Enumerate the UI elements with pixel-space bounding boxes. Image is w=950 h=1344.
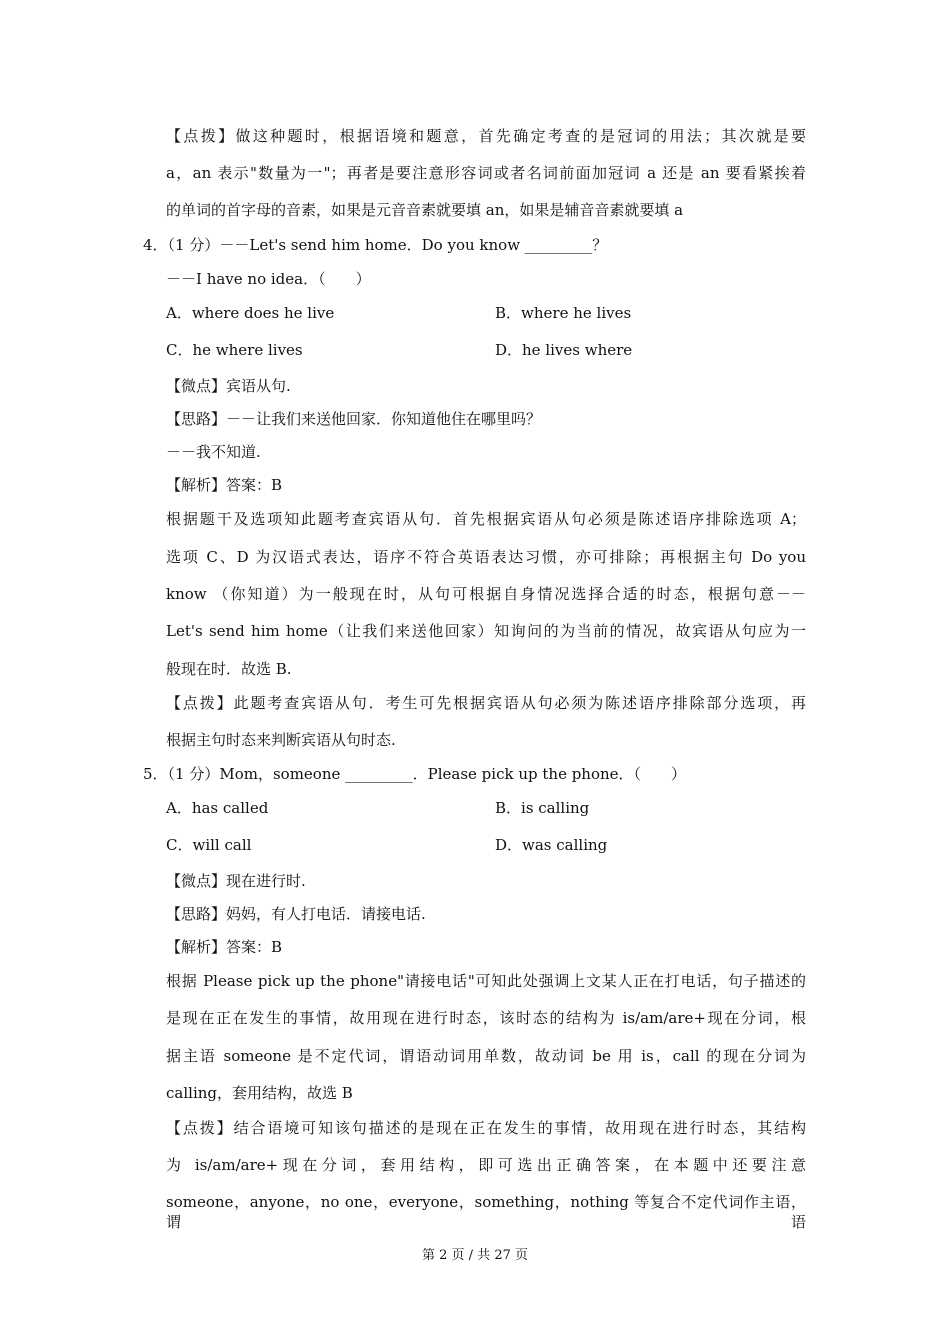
question-5-dianbo-2: 为 is/am/are+现在分词，套用结构，即可选出正确答案，在本题中还要注意 (166, 1156, 806, 1174)
dianbo-line-3: 的单词的首字母的音素，如果是元音音素就要填 an，如果是辅音音素就要填 a (166, 201, 684, 219)
question-5-option-d: D．was calling (495, 836, 608, 854)
page-number-footer: 第 2 页 / 共 27 页 (422, 1248, 528, 1263)
question-5-jiexi: 【解析】答案：B (166, 938, 283, 956)
question-4-option-a: A．where does he live (166, 304, 335, 322)
question-5-explanation-2: 是现在正在发生的事情，故用现在进行时态，该时态的结构为 is/am/are+现在分词，根 (166, 1009, 806, 1027)
question-5-explanation-3: 据主语 someone 是不定代词，谓语动词用单数，故动词 be 用 is，call 的现在分词为 (166, 1047, 806, 1065)
question-5-option-a: A．has called (166, 799, 269, 817)
question-4-silu-2: －－我不知道. (166, 443, 261, 461)
question-5-option-c: C．will call (166, 836, 252, 854)
question-4-weidian: 【微点】宾语从句. (166, 377, 291, 395)
question-5-weidian: 【微点】现在进行时. (166, 872, 306, 890)
question-5-stem: 5．（1 分）Mom，someone _________．Please pick up the phone．（ ） (143, 765, 687, 783)
question-4-dianbo-2: 根据主句时态来判断宾语从句时态. (166, 731, 396, 749)
dianbo-line-1: 【点拨】做这种题时，根据语境和题意，首先确定考查的是冠词的用法；其次就是要 (166, 127, 806, 145)
question-4-option-c: C．he where lives (166, 341, 303, 359)
question-4-explanation-1: 根据题干及选项知此题考查宾语从句．首先根据宾语从句必须是陈述语序排除选项 A； (166, 510, 806, 528)
question-5-option-b: B．is calling (495, 799, 590, 817)
question-4-explanation-3: know （你知道）为一般现在时，从句可根据自身情况选择合适的时态，根据句意－－ (166, 585, 806, 603)
question-5-explanation-4: calling，套用结构，故选 B (166, 1084, 353, 1102)
question-4-jiexi: 【解析】答案：B (166, 476, 283, 494)
question-4-silu-1: 【思路】－－让我们来送他回家．你知道他住在哪里吗？ (166, 410, 542, 428)
question-4-option-d: D．he lives where (495, 341, 633, 359)
question-4-stem-line-2: －－I have no idea．（ ） (166, 270, 371, 288)
question-5-explanation-1: 根据 Please pick up the phone"请接电话"可知此处强调上文某人正在打电话，句子描述的 (166, 972, 806, 990)
question-4-stem: 4．（1 分）－－Let's send him home．Do you know _________？ (143, 236, 608, 254)
question-4-explanation-2: 选项 C、D 为汉语式表达，语序不符合英语表达习惯，亦可排除；再根据主句 Do you (166, 548, 806, 566)
question-5-dianbo-3: someone，anyone，no one，everyone，something，nothing 等复合不定代词作主语，谓语 (166, 1193, 806, 1231)
dianbo-line-2: a，an 表示"数量为一"；再者是要注意形容词或者名词前面加冠词 a 还是 an 要看紧挨着 (166, 164, 806, 182)
question-5-silu: 【思路】妈妈，有人打电话．请接电话. (166, 905, 426, 923)
question-4-explanation-4: Let's send him home（让我们来送他回家）知询问的为当前的情况，故宾语从句应为一 (166, 622, 806, 640)
question-4-option-b: B．where he lives (495, 304, 632, 322)
question-5-dianbo-1: 【点拨】结合语境可知该句描述的是现在正在发生的事情，故用现在进行时态，其结构 (166, 1119, 806, 1137)
question-4-dianbo-1: 【点拨】此题考查宾语从句．考生可先根据宾语从句必须为陈述语序排除部分选项，再 (166, 694, 806, 712)
question-4-explanation-5: 般现在时．故选 B. (166, 660, 292, 678)
